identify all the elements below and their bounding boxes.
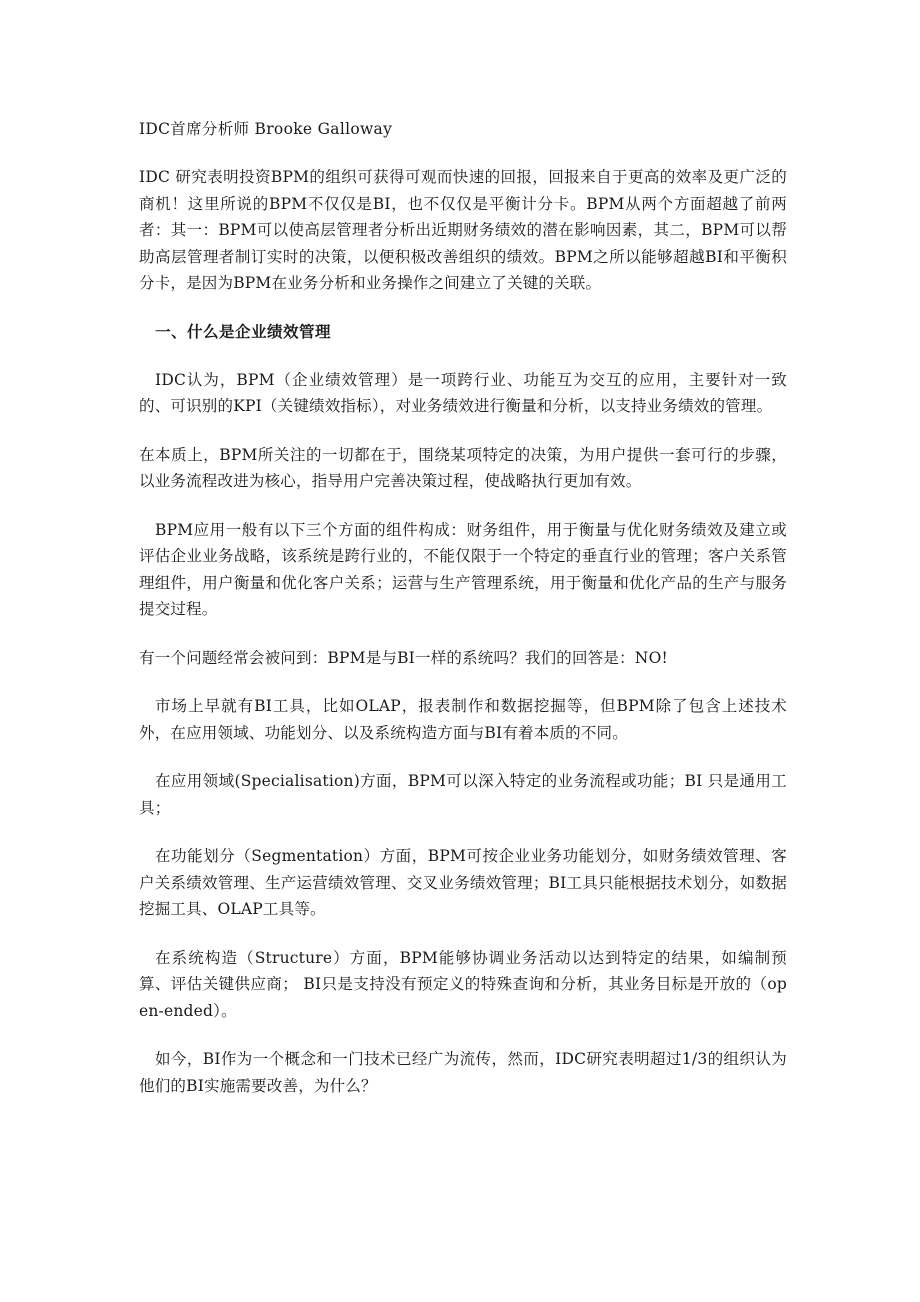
document-body	[139, 116, 787, 1121]
intro-paragraph: IDC 研究表明投资BPM的组织可获得可观而快速的回报，回报来自于更高的效率及更广泛的商机！这里所说的BPM不仅仅是BI，也不仅仅是平衡计分卡。BPM从两个方面超越了前两者：其一：BPM可以使高层管理者分析出近期财务绩效的潜在影响因素，其二，BPM可以帮助高层管理者制订实时的决策，以便积极改善组织的绩效。BPM之所以能够超越BI和平衡积分卡，是因为BPM在业务分析和业务操作之间建立了关键的关联。	[139, 168, 787, 292]
paragraph-components: BPM应用一般有以下三个方面的组件构成：财务组件，用于衡量与优化财务绩效及建立或评估企业业务战略，该系统是跨行业的，不能仅限于一个特定的垂直行业的管理；客户关系管理组件，用户衡量和优化客户关系；运营与生产管理系统，用于衡量和优化产品的生产与服务提交过程。	[139, 520, 787, 618]
section-heading: 一、什么是企业绩效管理	[155, 322, 332, 341]
paragraph-bi-tools: 市场上早就有BI工具，比如OLAP，报表制作和数据挖掘等，但BPM除了包含上述技术外，在应用领域、功能划分、以及系统构造方面与BI有着本质的不同。	[139, 697, 787, 742]
author-line: IDC首席分析师 Brooke Galloway	[139, 120, 393, 138]
paragraph-conclusion: 如今，BI作为一个概念和一门技术已经广为流传，然而，IDC研究表明超过1/3的组织认为他们的BI实施需要改善，为什么？	[139, 1050, 787, 1095]
paragraph-segmentation: 在功能划分（Segmentation）方面，BPM可按企业业务功能划分，如财务绩效管理、客户关系绩效管理、生产运营绩效管理、交叉业务绩效管理；BI工具只能根据技术划分，如数据挖掘工具、OLAP工具等。	[139, 847, 787, 918]
paragraph-essence: 在本质上，BPM所关注的一切都在于，围绕某项特定的决策，为用户提供一套可行的步骤，以业务流程改进为核心，指导用户完善决策过程，使战略执行更加有效。	[139, 445, 787, 490]
paragraph-question: 有一个问题经常会被问到：BPM是与BI一样的系统吗？我们的回答是：NO!	[139, 648, 668, 667]
paragraph-specialisation: 在应用领域(Specialisation)方面，BPM可以深入特定的业务流程或功能；BI 只是通用工具；	[139, 772, 787, 817]
paragraph-idc-definition: IDC认为，BPM（企业绩效管理）是一项跨行业、功能互为交互的应用，主要针对一致的、可识别的KPI（关键绩效指标），对业务绩效进行衡量和分析，以支持业务绩效的管理。	[139, 370, 787, 415]
paragraph-structure: 在系统构造（Structure）方面，BPM能够协调业务活动以达到特定的结果，如编制预算、评估关键供应商； BI只是支持没有预定义的特殊查询和分析，其业务目标是开放的（open-ended）。	[139, 948, 787, 1020]
